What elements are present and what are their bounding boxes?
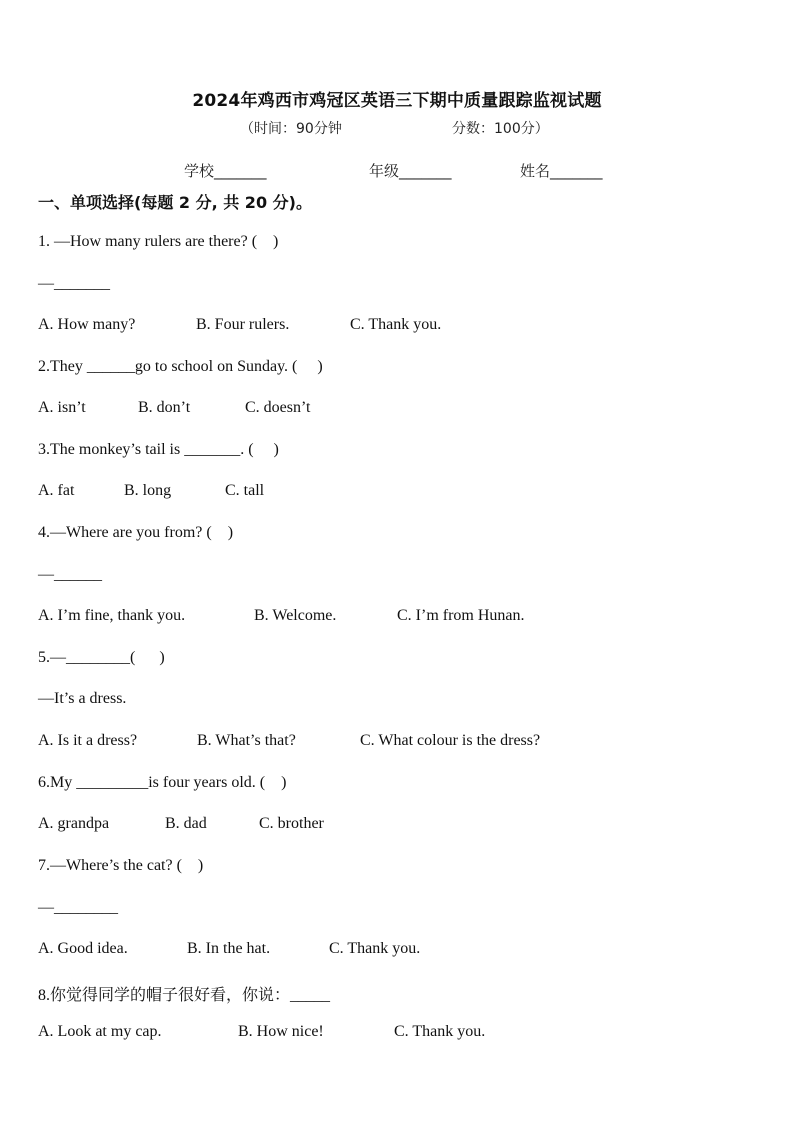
- option-a[interactable]: A. isn’t: [38, 399, 86, 416]
- option-c[interactable]: C. doesn’t: [245, 399, 311, 416]
- option-b[interactable]: B. What’s that?: [197, 732, 296, 749]
- option-c[interactable]: C. What colour is the dress?: [360, 732, 541, 749]
- option-c[interactable]: C. Thank you.: [350, 316, 442, 333]
- question-5-answer: —It’s a dress.: [38, 690, 127, 707]
- question-4: 4.—Where are you from? ( ): [38, 524, 234, 541]
- question-5: 5.—________( ): [38, 649, 165, 666]
- question-1-answer-blank: —_______: [38, 275, 110, 292]
- option-b[interactable]: B. long: [124, 482, 172, 499]
- option-a[interactable]: A. I’m fine, thank you.: [38, 607, 186, 624]
- name-field[interactable]: 姓名_______: [520, 162, 603, 180]
- question-7: 7.—Where’s the cat? ( ): [38, 857, 204, 874]
- question-6: 6.My _________is four years old. ( ): [38, 774, 287, 791]
- option-a[interactable]: A. Good idea.: [38, 940, 128, 957]
- option-b[interactable]: B. Four rulers.: [196, 316, 290, 333]
- option-c[interactable]: C. I’m from Hunan.: [397, 607, 525, 624]
- option-c[interactable]: C. Thank you.: [329, 940, 421, 957]
- question-2: 2.They ______go to school on Sunday. ( ): [38, 358, 323, 375]
- section-heading: 一、单项选择(每题 2 分, 共 20 分)。: [38, 193, 312, 212]
- question-4-answer-blank: —______: [38, 566, 102, 583]
- option-a[interactable]: A. fat: [38, 482, 75, 499]
- option-b[interactable]: B. How nice!: [238, 1023, 324, 1040]
- grade-field[interactable]: 年级_______: [369, 162, 452, 180]
- option-c[interactable]: C. brother: [259, 815, 324, 832]
- option-a[interactable]: A. grandpa: [38, 815, 110, 832]
- option-a[interactable]: A. Look at my cap.: [38, 1023, 162, 1040]
- option-c[interactable]: C. Thank you.: [394, 1023, 486, 1040]
- option-a[interactable]: A. How many?: [38, 316, 136, 333]
- option-b[interactable]: B. dad: [165, 815, 207, 832]
- option-b[interactable]: B. In the hat.: [187, 940, 271, 957]
- exam-score: 分数：100分）: [452, 121, 549, 137]
- page-title: 2024年鸡西市鸡冠区英语三下期中质量跟踪监视试题: [192, 91, 602, 111]
- question-1: 1. —How many rulers are there? ( ): [38, 233, 279, 250]
- option-a[interactable]: A. Is it a dress?: [38, 732, 138, 749]
- question-3: 3.The monkey’s tail is _______. ( ): [38, 441, 279, 458]
- question-8: 8.你觉得同学的帽子很好看，你说：_____: [38, 987, 331, 1004]
- question-7-answer-blank: —________: [38, 899, 118, 916]
- option-b[interactable]: B. don’t: [138, 399, 191, 416]
- option-b[interactable]: B. Welcome.: [254, 607, 337, 624]
- option-c[interactable]: C. tall: [225, 482, 265, 499]
- exam-time: （时间：90分钟: [240, 121, 342, 137]
- school-field[interactable]: 学校_______: [184, 162, 267, 180]
